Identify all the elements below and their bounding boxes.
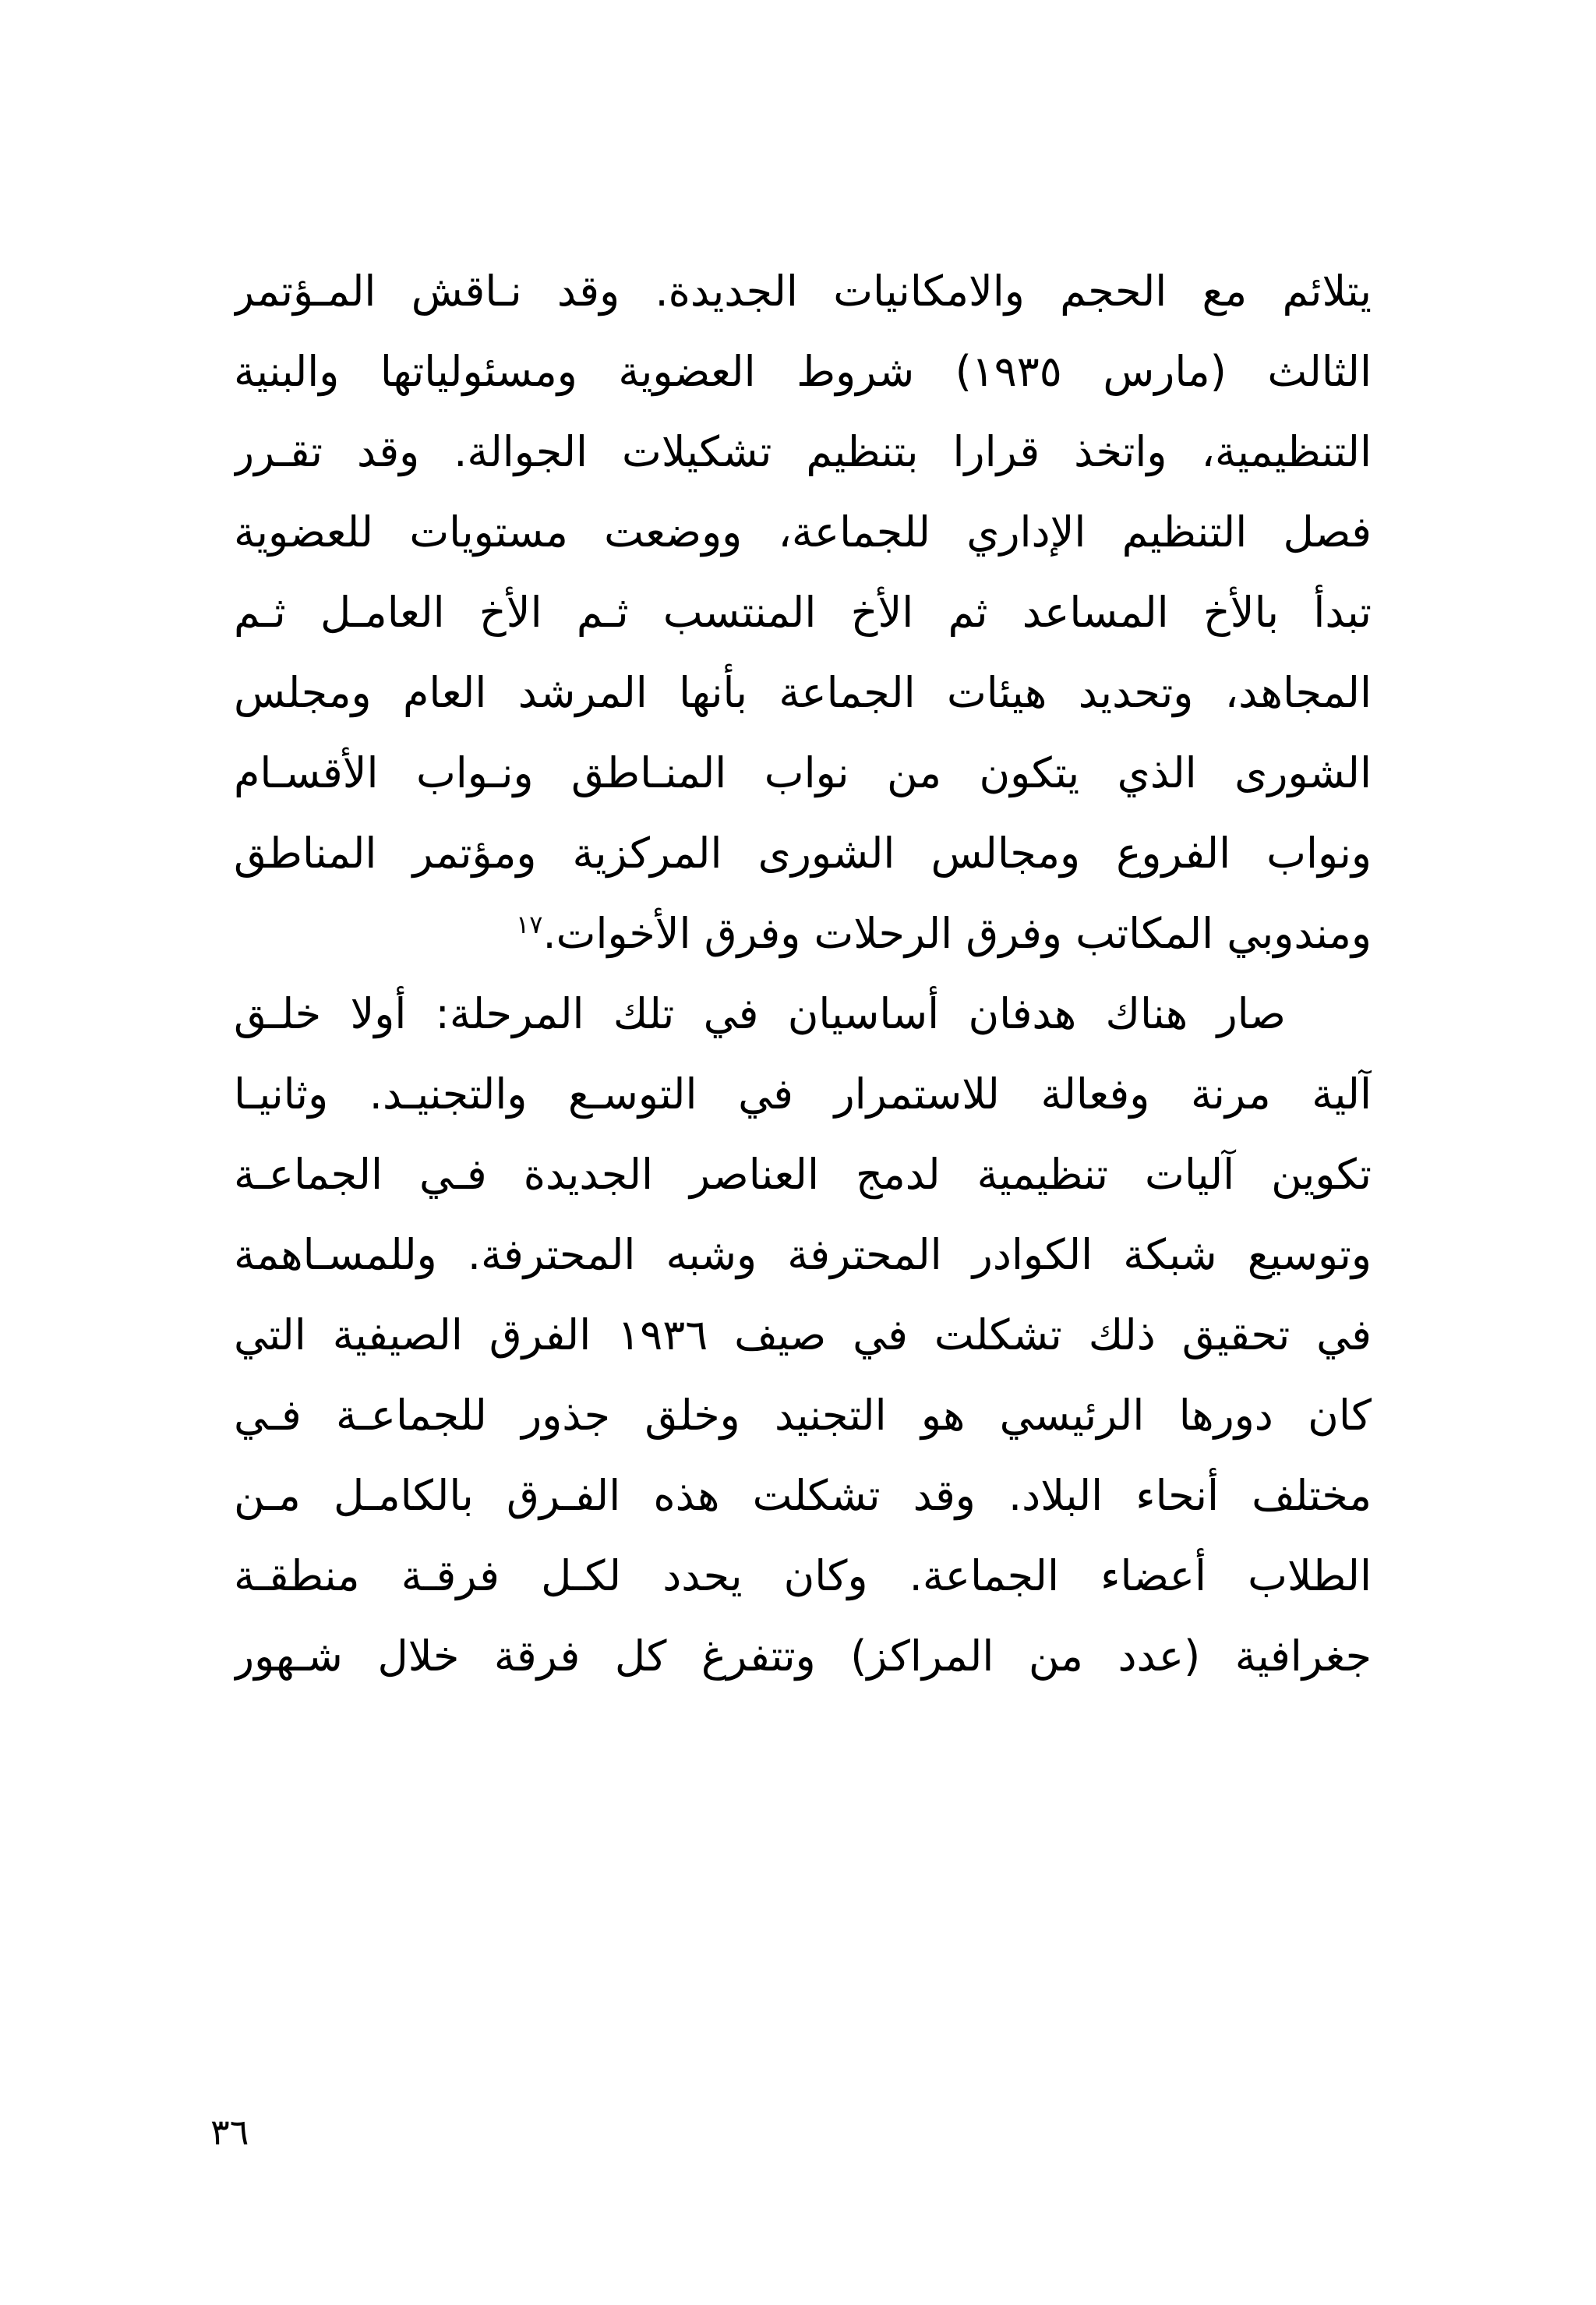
text-line: الطلاب أعضاء الجماعة. وكان يحدد لكـل فرقـة منطقـة xyxy=(234,1551,1372,1600)
text-line: كان دورها الرئيسي هو التجنيد وخلق جذور للجماعـة فـي xyxy=(234,1391,1372,1440)
text-line xyxy=(234,893,1372,974)
page-number: ٣٦ xyxy=(210,2111,249,2153)
footnote-reference[interactable]: ١٧ xyxy=(516,910,543,939)
text-line: في تحقيق ذلك تشكلت في صيف ١٩٣٦ الفرق الصيفية التي xyxy=(234,1310,1372,1359)
text-line: الثالث (مارس ١٩٣٥) شروط العضوية ومسئولياتها والبنية xyxy=(234,347,1372,396)
paragraph xyxy=(234,974,1372,1696)
text-line: صار هناك هدفان أساسيان في تلك المرحلة: أولا خلـق xyxy=(234,989,1286,1038)
text-line: ونواب الفروع ومجالس الشورى المركزية ومؤتمر المناطق xyxy=(234,829,1372,878)
text-line: المجاهد، وتحديد هيئات الجماعة بأنها المرشد العام ومجلس xyxy=(234,668,1372,717)
text-line-content: ومندوبي المكاتب وفرق الرحلات وفرق الأخوات. xyxy=(542,909,1372,958)
text-line: جغرافية (عدد من المراكز) وتتفرغ كل فرقة خلال شـهور xyxy=(234,1632,1372,1681)
text-line: تبدأ بالأخ المساعد ثم الأخ المنتسب ثـم الأخ العامـل ثـم xyxy=(234,588,1372,637)
body-text xyxy=(234,251,1372,1696)
text-line: فصل التنظيم الإداري للجماعة، ووضعت مستويات للعضوية xyxy=(234,507,1372,557)
text-line: يتلائم مع الحجم والامكانيات الجديدة. وقد نـاقش المـؤتمر xyxy=(234,267,1372,316)
text-line: آلية مرنة وفعالة للاستمرار في التوسـع والتجنيـد. وثانيـا xyxy=(234,1069,1372,1119)
text-line: الشورى الذي يتكون من نواب المنـاطق ونـواب الأقسـام xyxy=(234,748,1372,797)
text-line: التنظيمية، واتخذ قرارا بتنظيم تشكيلات الجوالة. وقد تقـرر xyxy=(234,427,1372,476)
paragraph xyxy=(234,251,1372,974)
text-line: مختلف أنحاء البلاد. وقد تشكلت هذه الفـرق بالكامـل مـن xyxy=(234,1471,1372,1520)
text-line: تكوين آليات تنظيمية لدمج العناصر الجديدة فـي الجماعـة xyxy=(234,1150,1372,1199)
text-line: وتوسيع شبكة الكوادر المحترفة وشبه المحترفة. وللمسـاهمة xyxy=(234,1230,1372,1279)
